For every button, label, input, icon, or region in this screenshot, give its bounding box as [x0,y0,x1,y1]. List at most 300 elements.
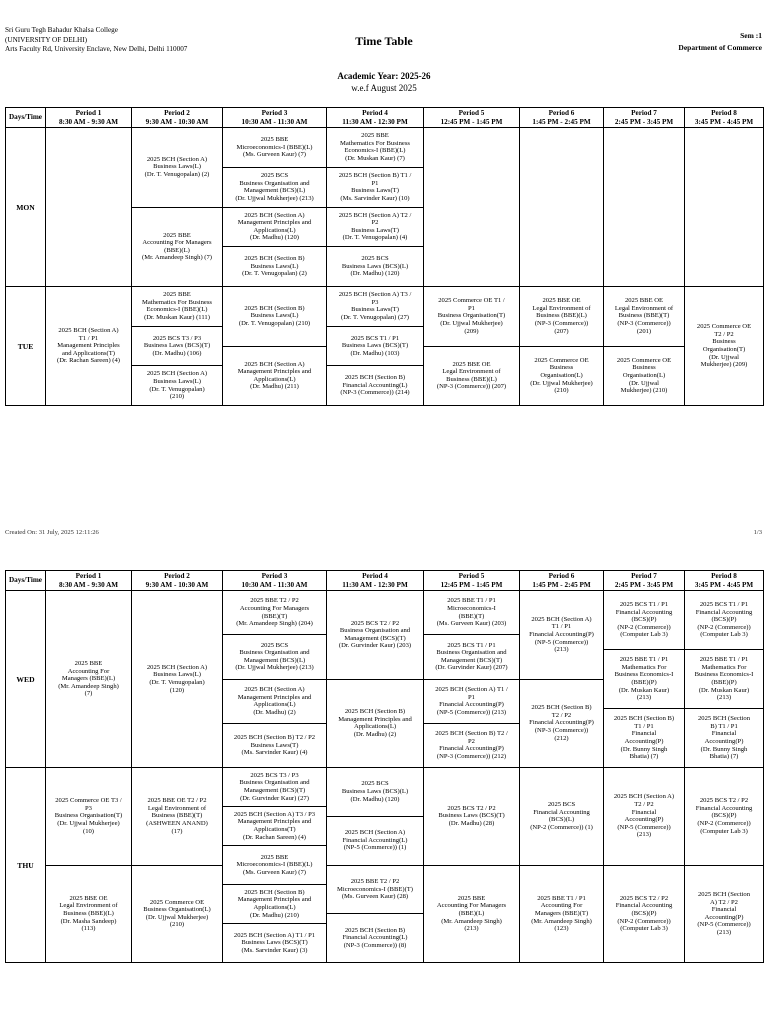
period-time: 3:45 PM - 4:45 PM [694,580,754,589]
class-entry-line: (NP-5 (Commerce)) (213) [436,708,507,716]
class-entry-line: Management Principles and [338,715,412,723]
class-entry [424,591,519,634]
class-entry-line: Accounting(P) [704,738,744,745]
class-entry [327,913,423,962]
class-entry-line: Microeconomics-I (BBE)(T) [337,885,413,893]
class-entry-line: Business Organisation and [436,649,507,657]
class-entry [424,723,519,767]
class-entry [223,346,326,406]
class-entry-line: (Ms. Gurveen Kaur) (203) [436,620,507,628]
class-entry [424,346,519,406]
period-header-4 [327,571,424,591]
class-entry-line: P1 [468,304,475,312]
class-entry-line: (BBE)(T) [261,612,288,620]
class-entry-line: Management (BCS)(T) [440,656,503,664]
period-name: Period 7 [631,108,657,117]
class-entry-line: Financial Accounting [615,608,673,616]
class-entry-line: (Dr. Ujjwal Mukherjee) [145,913,209,921]
class-entry-line: Financial Accounting [615,902,673,910]
class-entry-line: (Dr. Ujjwal Mukherjee) (213) [235,664,314,672]
class-entry-line: 2025 BCH (Section A) [613,793,675,801]
period-time: 1:45 PM - 2:45 PM [532,117,591,126]
class-entry-line: (7) [84,690,93,698]
period-header-2 [132,571,223,591]
class-entry [223,634,326,678]
class-entry-line: 2025 BCH (Section A) T1 / P1 [233,931,316,939]
timetable-cell-period-7 [604,768,685,963]
class-entry-line: (Dr. Ujjwal Mukherjee) (213) [235,194,314,202]
class-entry-line: (Dr. Madhu) (2) [253,708,296,716]
class-entry-line: (BCS)(P) [631,616,657,624]
period-name: Period 5 [458,108,485,117]
period-name: Period 8 [711,571,737,580]
period-time: 10:30 AM - 11:30 AM [241,580,308,589]
timetable-cell-period-5 [424,768,520,963]
timetable-cell-period-2 [132,768,223,963]
timetable-cell-period-3 [223,287,327,406]
empty-slot [604,128,684,286]
period-name: Period 1 [75,571,102,580]
class-entry-line: (213) [636,831,652,839]
period-name: Period 3 [261,571,288,580]
class-entry-line: (Ms. Sarvinder Kaur) (10) [340,194,410,202]
class-entry-line: (Dr. Ujjwal Mukherjee) [57,820,120,828]
class-entry-line: T1 / P1 [78,334,99,342]
class-entry [604,591,684,649]
class-entry [424,768,519,865]
class-entry-line: 2025 BCH (Section A) [244,211,305,219]
class-entry-line: (NP-3 (Commerce)) [534,727,589,735]
class-entry-line: Accounting(P) [704,913,744,921]
class-entry [520,591,603,679]
header-row [6,108,764,128]
college-address: Arts Faculty Rd, University Enclave, New Delhi, Delhi 110007 [5,45,188,53]
class-entry-line: 2025 BCH (Section [697,715,751,723]
class-entry [685,649,763,708]
period-header-6 [520,108,604,128]
class-entry [327,326,423,366]
class-entry-line: Business Laws (BCS)(T) [241,939,308,947]
class-entry-line: Business Organisation and [339,627,411,635]
class-entry-line: 2025 BCH (Section A) T2 / [338,211,412,219]
class-entry-line: Management Principles and [237,896,312,904]
class-entry-line: Accounting For Managers [142,239,212,247]
academic-year-block [0,70,768,94]
class-entry-line: (BCS)(P) [711,616,737,624]
period-time: 11:30 AM - 12:30 PM [342,580,408,589]
class-entry-line: Business Laws(L) [153,378,201,386]
class-entry-line: Economics-I (BBE)(L) [146,306,208,314]
empty-slot [685,128,763,286]
period-header-8 [685,108,764,128]
timetable-cell-period-6 [520,287,604,406]
class-entry-line: Business (BBE)(T) [151,812,203,820]
class-entry-line: (BBE)(L) [164,246,190,254]
period-header-3 [223,108,327,128]
class-entry-line: 2025 BCS [260,171,289,179]
class-entry-line: 2025 BCS [361,255,389,263]
class-entry-line: Business Laws(L) [153,671,201,679]
class-entry-line: 2025 BBE T2 / P2 [350,877,400,885]
class-entry-line: Business Laws (BCS)(T) [143,342,211,350]
class-entry-line: (213) [716,928,732,936]
day-label: MON [6,128,46,287]
class-entry-line: Accounting For Managers [239,605,310,613]
class-entry-line: (Ms. Gurveen Kaur) (7) [243,868,306,876]
empty-slot [46,128,131,286]
days-time-header: Days/Time [6,571,46,591]
class-entry [520,679,603,768]
effective-date: w.e.f August 2025 [351,83,417,93]
timetable-cell-period-4 [327,591,424,768]
timetable-cell-period-6 [520,591,604,768]
class-entry-line: (Dr. Ujjwal [708,353,740,361]
class-entry [223,845,326,884]
class-entry-line: (207) [554,327,569,335]
class-entry-line: 2025 BBE OE [542,297,581,305]
timetable-cell-period-1 [46,591,132,768]
day-row-thu [6,768,764,963]
class-entry-line: (NP-2 (Commerce)) [697,623,751,631]
class-entry-line: Applications(L) [253,701,296,709]
day-row-mon [6,128,764,287]
class-entry-line: 2025 BCS T1 / P1 [699,601,749,609]
class-entry-line: (NP-2 (Commerce)) [617,623,671,631]
period-name: Period 5 [458,571,485,580]
period-header-7 [604,571,685,591]
class-entry-line: Financial Accounting(L) [342,934,408,942]
period-name: Period 7 [631,571,657,580]
class-entry [604,865,684,963]
class-entry-line: (120) [169,686,185,694]
class-entry-line: 2025 BCS [260,641,289,649]
class-entry-line: (NP-2 (Commerce)) [617,917,671,925]
class-entry-line: Bhatia) (7) [709,753,739,761]
class-entry [604,346,684,406]
timetable-page-2 [5,570,764,963]
class-entry [327,768,423,816]
day-label: TUE [6,287,46,406]
class-entry [327,128,423,167]
class-entry-line: P3 [371,298,379,306]
class-entry [46,768,131,865]
class-entry-line: (213) [554,646,569,654]
semester-label: Sem :1 [740,31,762,40]
period-time: 3:45 PM - 4:45 PM [694,117,754,126]
class-entry-line: Business [712,338,736,346]
class-entry [132,591,222,767]
class-entry-line: Mathematics For Business [142,298,212,306]
period-name: Period 4 [362,108,388,117]
class-entry-line: Managers (BBE)(T) [534,909,589,917]
class-entry-line: (BCS)(P) [711,812,737,820]
timetable-cell-period-1 [46,287,132,406]
timetable-cell-period-4 [327,128,424,287]
class-entry-line: Mukherjee) (209) [700,361,748,369]
class-entry [520,346,603,406]
class-entry-line: Business Laws(L) [153,163,201,171]
class-entry-line: (BBE)(T) [458,612,485,620]
class-entry-line: Applications(L) [253,375,296,383]
class-entry-line: (Dr. Muskan Kaur) (111) [144,313,210,321]
class-entry-line: 2025 BCH (Section A) [344,829,406,837]
period-header-8 [685,571,764,591]
class-entry [132,768,222,865]
period-header-7 [604,108,685,128]
class-entry-line: Business [549,364,574,372]
class-entry-line: P1 [468,693,475,701]
class-entry-line: (Dr. Bunny Singh [620,745,668,753]
period-name: Period 1 [75,108,102,117]
class-entry-line: Business Organisation(L) [143,906,211,914]
class-entry-line: (Computer Lab 3) [620,925,668,933]
class-entry-line: (Dr. T. Venugopalan) (27) [341,313,409,321]
timetable-cell-period-3 [223,768,327,963]
timetable-cell-period-2 [132,128,223,287]
class-entry-line: 2025 BCH (Section B) [531,704,592,712]
academic-year: Academic Year: 2025-26 [337,71,431,81]
empty-slot [520,128,603,286]
class-entry-line: 2025 BBE [163,231,191,239]
class-entry-line: Organisation(L) [622,371,666,379]
class-entry [520,768,603,865]
class-entry-line: Financial [711,730,737,738]
class-entry-line: (Dr. Madhu) (120) [350,270,400,278]
class-entry-line: T2 / P2 [714,330,734,338]
class-entry [132,287,222,326]
class-entry-line: (213) [716,694,732,702]
class-entry [424,679,519,723]
class-entry-line: (Dr. Muskan Kaur) [618,686,670,694]
class-entry-line: (Ms. Gurveen Kaur) (28) [341,893,409,901]
class-entry-line: (Dr. Gurvinder Kaur) (27) [240,794,309,802]
class-entry-line: 2025 BBE OE [452,360,491,368]
timetable-cell-period-7 [604,591,685,768]
class-entry-line: Microeconomics-I (BBE)(L) [236,861,313,869]
timetable-cell-period-2 [132,591,223,768]
class-entry-line: Financial [631,730,657,738]
period-name: Period 2 [164,571,190,580]
class-entry-line: T1 / P1 [551,623,572,631]
class-entry-line: (ASHWEEN ANAND) [146,820,208,828]
class-entry-line: T2 / P2 [551,711,572,719]
class-entry [424,287,519,346]
class-entry [604,708,684,767]
class-entry [132,326,222,366]
class-entry-line: 2025 BCH (Section B) [344,374,406,382]
class-entry-line: (201) [636,327,652,335]
class-entry-line: 2025 BCH (Section A) [244,360,305,368]
class-entry-line: 2025 BCH (Section A) [146,155,208,163]
class-entry-line: (Dr. Madhu) (211) [250,383,299,391]
timetable-cell-period-1 [46,768,132,963]
period-header-4 [327,108,424,128]
class-entry-line: (Dr. T. Venugopalan) [149,679,205,686]
page-title: Time Table [355,34,413,48]
timetable-cell-period-5 [424,287,520,406]
timetable-cell-period-5 [424,128,520,287]
class-entry-line: 2025 Commerce OE T1 / [438,297,505,305]
class-entry-line: (Dr. Masha Sandeep) [60,917,117,925]
class-entry-line: 2025 BBE T1 / P1 [447,597,496,605]
class-entry-line: Business Laws (BCS)(T) [341,342,409,350]
class-entry-line: 2025 Commerce OE [696,323,752,331]
class-entry [132,128,222,207]
class-entry-line: P1 [371,179,379,187]
class-entry-line: (Mr. Amandeep Singh) [531,917,592,925]
period-time: 9:30 AM - 10:30 AM [145,117,209,126]
class-entry-line: 2025 BCS T1 / P1 [619,601,669,609]
class-entry-line: (NP-3 (Commerce)) [534,320,589,328]
class-entry [424,865,519,963]
class-entry-line: 2025 BCS T1 / P1 [447,641,496,649]
class-entry-line: (NP-5 (Commerce)) [697,921,751,929]
class-entry-line: 2025 BBE [361,132,389,140]
class-entry-line: and Applications(T) [62,349,115,357]
class-entry [685,287,763,405]
timetable-cell-period-8 [685,128,764,287]
class-entry-line: Business Laws(L) [250,312,299,320]
class-entry-line: (NP-3 (Commerce)) (8) [343,941,407,949]
class-entry-line: 2025 BCH (Section A) [58,327,119,335]
class-entry-line: T2 / P2 [634,801,654,809]
period-time: 12:45 PM - 1:45 PM [440,117,503,126]
timetable-cell-period-8 [685,768,764,963]
period-name: Period 8 [711,108,737,117]
class-entry-line: (Dr. Gurvinder Kaur) (203) [338,642,412,650]
class-entry [327,591,423,679]
period-time: 12:45 PM - 1:45 PM [440,580,503,589]
class-entry-line: Mukherjee) (210) [620,387,668,395]
class-entry-line: (BCS)(P) [631,909,657,917]
class-entry-line: (Dr. T. Venugopalan) (4) [342,234,408,242]
class-entry [327,865,423,914]
period-time: 8:30 AM - 9:30 AM [58,117,119,126]
timetable-cell-period-7 [604,128,685,287]
class-entry-line: Microeconomics-I [447,605,496,613]
class-entry-line: (Ms. Sarvinder Kaur) (3) [241,946,308,954]
class-entry-line: Management Principles and [237,818,312,826]
class-entry-line: Financial Accounting(P) [529,630,594,638]
class-entry-line: (Mr. Amandeep Singh) (7) [142,254,212,262]
class-entry [223,287,326,346]
class-entry [424,634,519,678]
class-entry-line: (Dr. T. Venugopalan) [149,385,205,393]
days-time-header: Days/Time [6,108,46,128]
class-entry-line: Management Principles and [237,219,312,227]
class-entry-line: (209) [464,327,479,335]
class-entry [223,723,326,767]
class-entry-line: (NP-5 (Commerce)) [534,638,589,646]
period-time: 2:45 PM - 3:45 PM [614,580,674,589]
class-entry-line: Applications(L) [353,723,397,731]
class-entry-line: 2025 BCH (Section A) T3 / [338,291,412,299]
class-entry-line: Business Organisation and [239,649,310,657]
class-entry [685,708,763,767]
class-entry-line: Mathematics For [701,663,747,671]
class-entry [604,768,684,865]
class-entry-line: Business Organisation and [239,779,310,787]
timetable-cell-period-4 [327,287,424,406]
period-header-5 [424,108,520,128]
class-entry [223,246,326,286]
period-header-1 [46,571,132,591]
header-row [6,571,764,591]
class-entry-line: (NP-3 (Commerce)) (207) [436,383,507,391]
class-entry-line: 2025 BCS T2 / P2 [699,797,749,805]
class-entry-line: (10) [83,827,94,835]
class-entry-line: (NP-3 (Commerce)) [617,320,671,328]
class-entry-line: (213) [636,694,652,702]
period-header-6 [520,571,604,591]
period-time: 11:30 AM - 12:30 PM [342,117,408,126]
class-entry-line: (Dr. Gurvinder Kaur) (207) [435,664,508,672]
class-entry-line: Business (BBE)(L) [63,909,114,917]
class-entry-line: Managers (BBE)(L) [61,675,116,683]
class-entry-line: (210) [169,393,185,401]
class-entry-line: (Dr. Ujjwal [628,379,660,387]
class-entry-line: Business (BBE)(L) [446,375,497,383]
period-name: Period 2 [164,108,190,117]
timetable-cell-period-4 [327,768,424,963]
class-entry-line: 2025 BBE [163,291,191,299]
class-entry [46,865,131,963]
class-entry [327,167,423,207]
class-entry [327,679,423,768]
class-entry-line: T1 / P1 [634,722,654,730]
class-entry-line: (Dr. T. Venugopalan) (210) [238,320,311,328]
class-entry-line: Management (BCS)(L) [243,187,306,195]
class-entry-line: Legal Environment of [442,368,501,376]
timetable-cell-period-8 [685,287,764,406]
class-entry-line: 2025 BCH (Section A) T1 / [435,685,508,693]
class-entry-line: Business Laws(T) [351,187,399,195]
class-entry [604,287,684,346]
class-entry-line: Financial Accounting(L) [342,836,408,844]
class-entry-line: (Ms. Gurveen Kaur) (7) [243,151,306,159]
class-entry-line: P2 [468,737,475,745]
class-entry-line: Financial Accounting(P) [439,701,504,709]
class-entry-line: (Dr. Ujjwal Mukherjee) [530,379,593,387]
class-entry-line: 2025 BBE [260,135,289,143]
class-entry [327,365,423,405]
class-entry [604,649,684,708]
class-entry-line: 2025 BCH (Section B) [344,708,406,716]
department-label: Department of Commerce [678,43,762,52]
class-entry-line: 2025 Commerce OE [149,898,205,906]
period-name: Period 6 [548,571,575,580]
class-entry-line: (Dr. Ujjwal Mukherjee) [440,320,503,328]
semester-info [678,30,762,54]
class-entry-line: Applications(T) [253,826,296,833]
page-number: 1/3 [753,529,762,536]
class-entry-line: 2025 BCH (Section B) T2 / P2 [233,733,316,741]
period-time: 8:30 AM - 9:30 AM [58,580,119,589]
day-row-wed [6,591,764,768]
class-entry-line: Business Laws(T) [250,741,299,749]
class-entry-line: Business Laws(L) [250,262,299,270]
class-entry [223,884,326,923]
class-entry [223,167,326,207]
class-entry-line: Business Economics-I [614,671,674,679]
class-entry-line: (Dr. Madhu) (2) [353,730,397,738]
class-entry-line: 2025 Commerce OE T3 / [55,797,122,805]
day-label: WED [6,591,46,768]
class-entry-line: Applications(L) [253,904,296,911]
class-entry-line: (212) [554,734,569,742]
class-entry-line: (Dr. Rachan Sareen) (4) [243,833,306,841]
class-entry-line: 2025 BCH (Section A) [146,663,208,671]
